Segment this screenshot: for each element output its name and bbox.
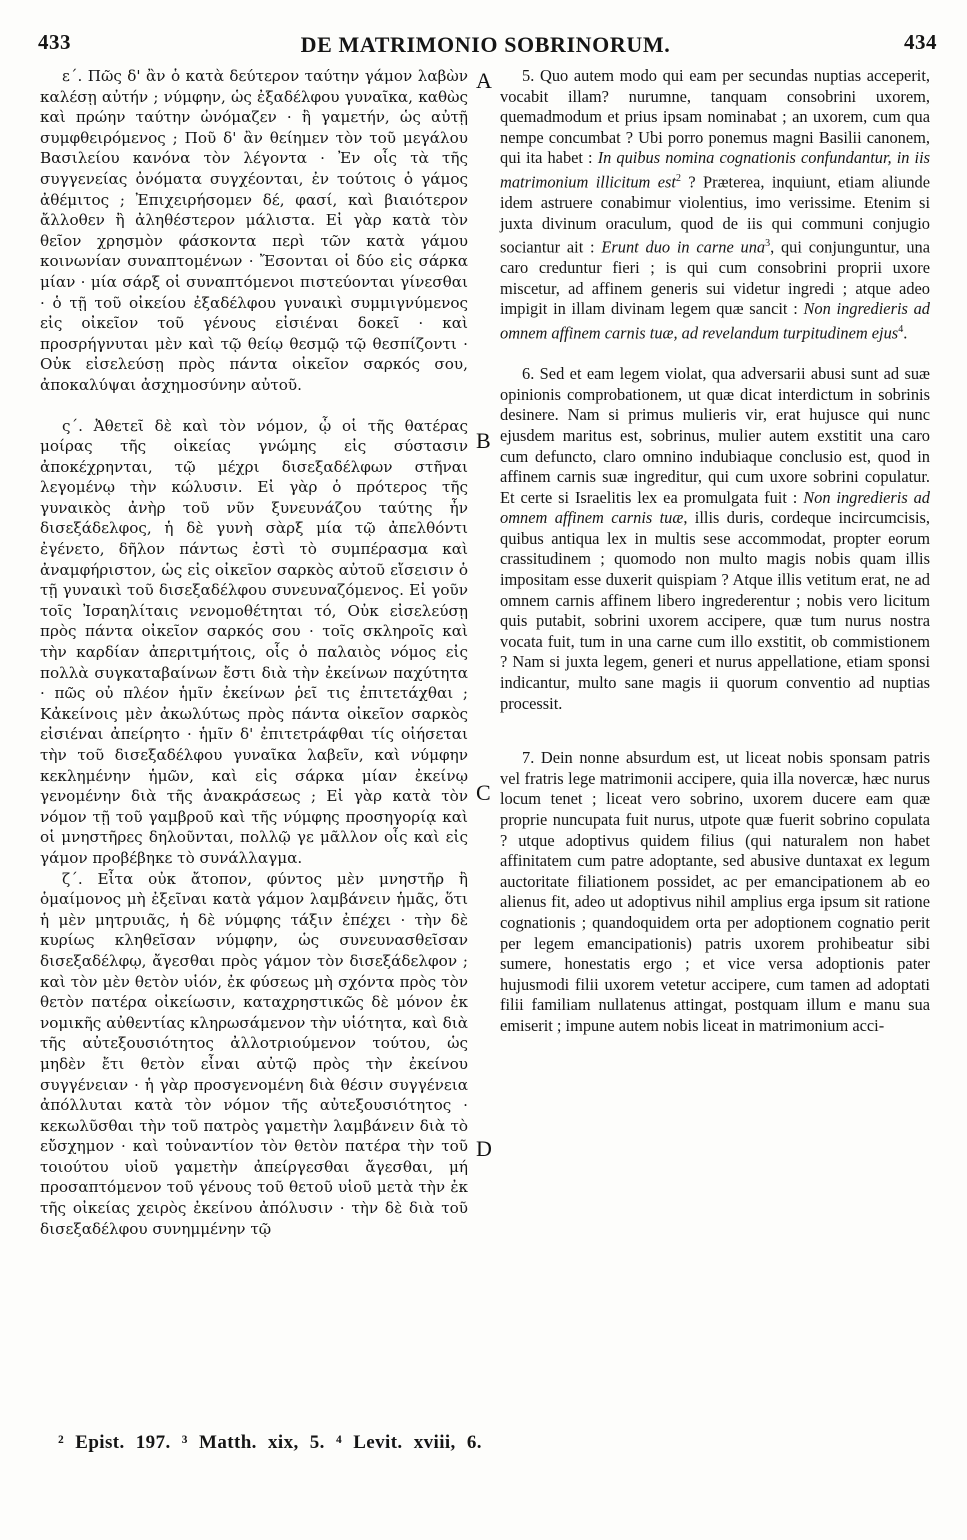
text-run: , qui conjunguntur, una caro creduntur fieri ; is qui cum consobrini proprii uxore miscetur, ad affinem generis sui videtur ingredi ; atque adeo impigit in illam divinam legem quæ sancit :	[500, 237, 930, 319]
section-marker-b: B	[476, 428, 491, 453]
section-marker-c: C	[476, 780, 491, 805]
page-number-right: 434	[904, 30, 937, 54]
quotation: Non ingredieris ad omnem affinem carnis tuæ	[500, 487, 930, 528]
footnotes: ² Epist. 197. ³ Matth. xix, 5. ⁴ Levit. xviii, 6.	[58, 1432, 482, 1453]
text-run: 5. Quo autem modo qui eam per secundas nuptias acceperit, vocabit illam? nurumne, tanquam consobrini uxorem, quemadmodum et prius ipsam nominabat ; an uxorem, cum qua nempe concumbat ? Ubi porro ponemus magni Basilii canonem, qui ita habet :	[500, 66, 930, 168]
greek-column	[40, 66, 468, 1239]
footnote-ref: 4	[898, 324, 904, 336]
latin-paragraph-7: 7. Dein nonne absurdum est, ut liceat nobis sponsam patris vel fratris lege matrimonii accipere, quia illa novercæ, hæc nurus locum tenet ; liceat vero sobrino, uxorem ducere eam quæ proprie nuncupata fuit nurus, utpote quæ fuerit sobrino copulata ? utque adoptivus quidem filius (qui naturalem non habet affinitatem cum patre adoptante, sed abusive duntaxat ex legum auctoritate filiationem possidet, ac per emancipationem ab eo alienus fit, adeo ut adoptivus nihil amplius erga ipsum sit ratione cognationis ; quandoquidem orta per adoptionem cognatio perit per legem emancipationis) patris uxorem prohibeatur sibi sumere, honestatis ergo ; et vice versa adoptionis pater hujusmodi filii uxorem vetetur accipere, cum tamen ad adoptati filii familiam nullatenus attingat, postquam illum e manu sua emiserit ; impune autem nobis liceat in matrimonium acci-	[500, 748, 930, 1035]
text-run: 6. Sed et eam legem violat, qua adversarii abusi sunt ad suæ opinionis comprobationem, ut quæ dicat interdictum in sobrinis desinere. Nam si primus mulieris vir, erat hujusce qui nunc ejusdem maritus est, sobrinus, mulier autem exstitit una caro cum defuncto, claro omnino indubiaque conclusio est, quod in affinem carnis suæ ingreditur, qui cum uxore sobrini copulatur. Et certe si Israelitis lex ea promulgata fuit :	[500, 364, 930, 507]
footnote-ref: 2	[675, 172, 681, 184]
section-marker-a: A	[476, 68, 492, 93]
latin-paragraph-6	[500, 364, 930, 714]
footnote-ref: 3	[765, 238, 771, 250]
latin-column	[500, 66, 930, 1037]
latin-paragraph-5	[500, 66, 930, 344]
quotation: Erunt duo in carne una	[601, 237, 766, 257]
running-title: DE MATRIMONIO SOBRINORUM.	[300, 32, 671, 57]
text-run: .	[903, 323, 908, 343]
quotation: In quibus nomina cognationis confundantur, in iis matrimonium illicitum est	[500, 148, 930, 192]
text-run: ? Præterea, inquiunt, etiam aliunde idem astruere conabimur violentius, imo verissime. Etenim si juxta divinum oraculum, quod de iis qui communi conjugio sociantur ait :	[500, 172, 930, 257]
quotation: Non ingredieris ad omnem affinem carnis tuæ, ad revelandum turpitudinem ejus	[500, 299, 930, 343]
greek-paragraph-5: ε΄. Πῶς δ' ἂν ὁ κατὰ δεύτερον ταύτην γάμον λαβὼν καλέσῃ αὐτήν ; νύμφην, ὡς ἐξαδέλφου γυναῖκα, καθὼς καὶ πρώην ταύτην ὠνόμαζεν · ἢ γαμετήν, ὡς αὐτῇ συμφθειρόμενος ; Ποῦ δ' ἂν θείημεν τὸν τοῦ μεγάλου Βασιλείου κανόνα τὸν λέγοντα · Ἐν οἷς τὰ τῆς συγγενείας ὀνόματα συγχέονται, ἐν τούτοις ὁ γάμος ἀθέμιτος ; Ἐπιχειρήσομεν δέ, φασί, καὶ βιαιότερον ἄλλοθεν ἢ ἀληθέστερον μάλιστα. Εἰ γὰρ κατὰ τὸν θεῖον χρησμὸν φάσκοντα περὶ τῶν κατὰ γάμου κοινωνίαν συναπτομένων · Ἔσονται οἱ δύο εἰς σάρκα μίαν · μία σάρξ οἱ συναπτόμενοι πιστεύονται γίνεσθαι · ὁ τῇ τοῦ οἰκείου ἐξαδέλφου γυναικὶ συμμιγνύμενος εἰς οἰκεῖον τοῦ γένους εἰσιέναι δοκεῖ · καὶ προσρήγνυται μὲν καὶ τῷ θείῳ θεσμῷ τῷ θεσπίζοντι · Οὐκ εἰσελεύσῃ πρὸς πάντα οἰκεῖον σαρκός σου, ἀποκαλύψαι ἀσχημοσύνην αὐτοῦ.	[40, 67, 468, 394]
greek-paragraph-6: ς΄. Ἀθετεῖ δὲ καὶ τὸν νόμον, ᾧ οἱ τῆς θατέρας μοίρας τῆς οἰκείας γνώμης εἰς σύστασιν ἀποκέχρηνται, τῷ μέχρι δισεξαδέλφων στῆναι λεγομένῳ τὴν κώλυσιν. Εἰ γὰρ ὁ πρότερος τῆς γυναικὸς ἀνὴρ τοῦ νῦν ξυνευνάζου ταύτης ἦν δισεξάδελφος, ἡ δὲ γυνὴ σὰρξ μία τῷ ἀπελθόντι ἐγένετο, δῆλον πάντως ἐστὶ τὸ συμπέρασμα καὶ ἀναμφήριστον, ὡς εἰς οἰκεῖον σαρκὸς αὐτοῦ εἴσεισιν ὁ τῇ γυναικὶ τοῦ δισεξαδέλφου συνευναζόμενος. Εἰ γοῦν τοῖς Ἰσραηλίταις νενομοθέτηται τό, Οὐκ εἰσελεύσῃ πρὸς πάντα οἰκεῖον σαρκός σου · τοῖς σκληροῖς καὶ τὴν καρδίαν ἀπεριτμήτοις, οἷς ὁ παλαιὸς νόμος εἰς πολλὰ συγκαταβαίνων ἔστι διὰ τὴν ἐκείνων παχύτητα · πῶς οὐ πλέον ἡμῖν ἐκείνων ῥεῖ τις ἐπιτετάχθαι ; Κἀκείνοις μὲν ἀκωλύτως πρὸς πάντα οἰκεῖον σαρκὸς εἰσιέναι ἀπείρητο · ἡμῖν δ' ἐπιτετράφθαι τίς οἰήσεται τὴν τοῦ δισεξαδέλφου γυναῖκα λαβεῖν, καὶ νύμφην κεκλημένην ἡμῶν, καὶ εἰς σάρκα μίαν ἐκείνῳ γενομένην διὰ τῆς ἀνακράσεως ; Εἰ γὰρ κατὰ τὸν νόμον τῇ τοῦ γαμβροῦ καὶ τῆς νύμφης προσηγορίᾳ καὶ οἱ μνηστῆρες δηλοῦνται, πολλῷ γε μᾶλλον οἷς καὶ εἰς γάμον προβέβηκε τὸ συνάλλαγμα.	[40, 416, 468, 867]
section-marker-d: D	[476, 1136, 492, 1161]
text-run: , illis duris, cordeque incircumcisis, quibus antiqua lex in multis sese accommodat, propter eorum crassitudinem ; quomodo non multo magis nobis quam illis impositam esse duxerit quispiam ? Atque illis vetitum erat, ne ad omnem carnis affinem libero ingrederentur ; nobis vero licitum quis putabit, sobrini uxorem accipere, quæ tum nurus nostra vocata fuit, tum in una carne cum illo exstitit, ob commistionem ? Nam si juxta legem, generi et nurus appellatione, etiam sponsi indicantur, multo sane magis ii quorum conventio ad nuptias processit.	[500, 508, 930, 713]
greek-paragraph-7: ζ΄. Εἶτα οὐκ ἄτοπον, φύντος μὲν μνηστῆρ ἢ ὁμαίμονος μὴ ἐξεῖναι κατὰ γάμον λαμβάνειν ἡμᾶς, ὅτι ἡ μὲν μητρυιᾶς, ἡ δὲ νύμφης τάξιν ἐπέχει · τὴν δὲ κυρίως κληθεῖσαν νύμφην, ὡς συνευνασθεῖσαν δισεξαδέλφῳ, ἄγεσθαι πρὸς γάμον τὸν δισεξάδελφον ; καὶ τὸν μὲν θετὸν υἱόν, ἐκ φύσεως μὴ σχόντα πρὸς τὸν θετὸν πατέρα οἰκείωσιν, καταχρηστικῶς δὲ μόνον ἐκ νομικῆς αὐθεντίας κληρωσάμενον τὴν υἱότητα, καὶ διὰ τῆς αὐτεξουσιότητος ἀλλοτριούμενον τούτου, ὡς μηδὲν ἔτι θετὸν εἶναι αὐτῷ πρὸς τὴν ἐκείνου συγγένειαν · ἡ γὰρ προσγενομένη διὰ θέσιν συγγένεια ἀπόλλυται κατὰ τὸν νόμον τῆς αὐτεξουσιότητος · κεκωλῦσθαι τὴν τοῦ πατρὸς γαμετὴν λαμβάνειν διὰ τὸ εὔσχημον · καὶ τοὐναντίον τὸν θετὸν πατέρα τὴν τοῦ τοιούτου υἱοῦ γαμετὴν ἀπείργεσθαι ἄγεσθαι, μή προσαπτόμενον τοῦ γένους τοῦ θετοῦ υἱοῦ μετὰ τὴν ἐκ τῆς οἰκείας χειρὸς ἐκείνου ἀπόλυσιν · τὴν δὲ διὰ τοῦ δισεξαδέλφου συνημμένην τῷ	[40, 869, 468, 1238]
page-number-left: 433	[38, 30, 71, 54]
running-header	[34, 26, 937, 56]
